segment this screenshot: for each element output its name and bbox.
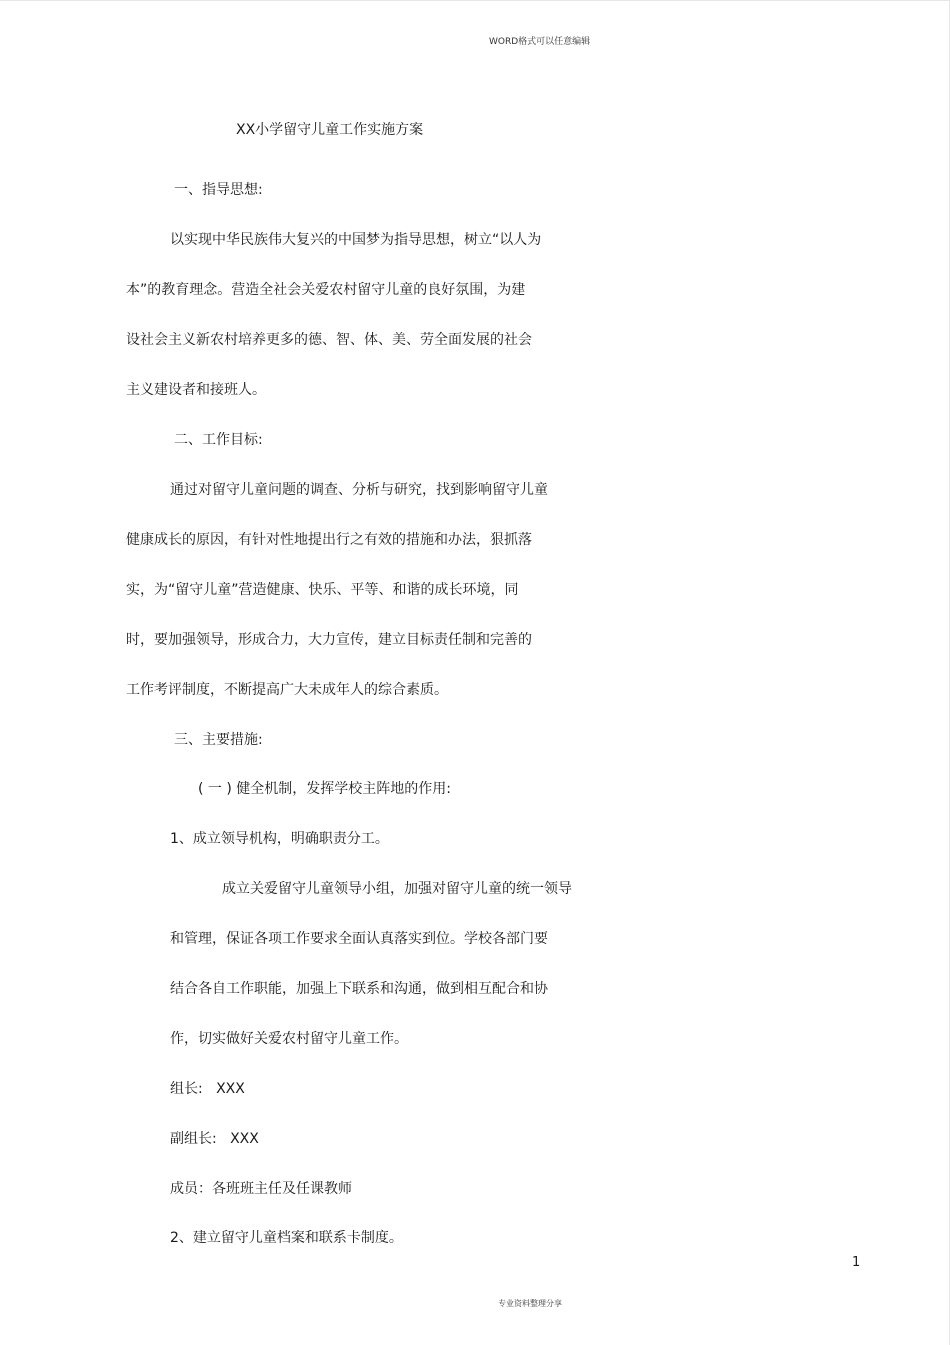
paragraph-line: 和管理，保证各项工作要求全面认真落实到位。学校各部门要 xyxy=(170,931,548,947)
list-item-heading: 1、成立领导机构，明确职责分工。 xyxy=(170,831,389,847)
header-note: WORD格式可以任意编辑 xyxy=(489,37,591,47)
members-line: 成员：各班班主任及任课教师 xyxy=(170,1181,352,1197)
paragraph-line: 主义建设者和接班人。 xyxy=(126,382,266,398)
footer-note: 专业资料整理分享 xyxy=(498,1299,562,1308)
section-heading-3: 三、主要措施: xyxy=(174,732,263,748)
section-heading-1: 一、指导思想: xyxy=(174,182,263,198)
subsection-heading: ( 一 ) 健全机制，发挥学校主阵地的作用: xyxy=(198,781,451,797)
paragraph-line: 结合各自工作职能，加强上下联系和沟通，做到相互配合和协 xyxy=(170,981,548,997)
group-leader-line: 组长: XXX xyxy=(170,1081,245,1097)
paragraph-line: 工作考评制度，不断提高广大未成年人的综合素质。 xyxy=(126,682,448,698)
deputy-leader-line: 副组长: XXX xyxy=(170,1131,259,1147)
document-title: XX小学留守儿童工作实施方案 xyxy=(236,122,424,138)
paragraph-line: 实，为“留守儿童”营造健康、快乐、平等、和谐的成长环境，同 xyxy=(126,582,519,598)
paragraph-line: 作，切实做好关爱农村留守儿童工作。 xyxy=(170,1031,408,1047)
paragraph-line: 成立关爱留守儿童领导小组，加强对留守儿童的统一领导 xyxy=(222,881,572,897)
paragraph-line: 以实现中华民族伟大复兴的中国梦为指导思想，树立“以人为 xyxy=(170,232,542,248)
paragraph-line: 健康成长的原因，有针对性地提出行之有效的措施和办法，狠抓落 xyxy=(126,532,532,548)
paragraph-line: 本”的教育理念。营造全社会关爱农村留守儿童的良好氛围，为建 xyxy=(126,282,526,298)
section-heading-2: 二、工作目标: xyxy=(174,432,263,448)
list-item-heading: 2、建立留守儿童档案和联系卡制度。 xyxy=(170,1230,403,1246)
paragraph-line: 时，要加强领导，形成合力，大力宣传，建立目标责任制和完善的 xyxy=(126,632,532,648)
page-number: 1 xyxy=(852,1255,861,1270)
paragraph-line: 通过对留守儿童问题的调查、分析与研究，找到影响留守儿童 xyxy=(170,482,548,498)
paragraph-line: 设社会主义新农村培养更多的德、智、体、美、劳全面发展的社会 xyxy=(126,332,532,348)
